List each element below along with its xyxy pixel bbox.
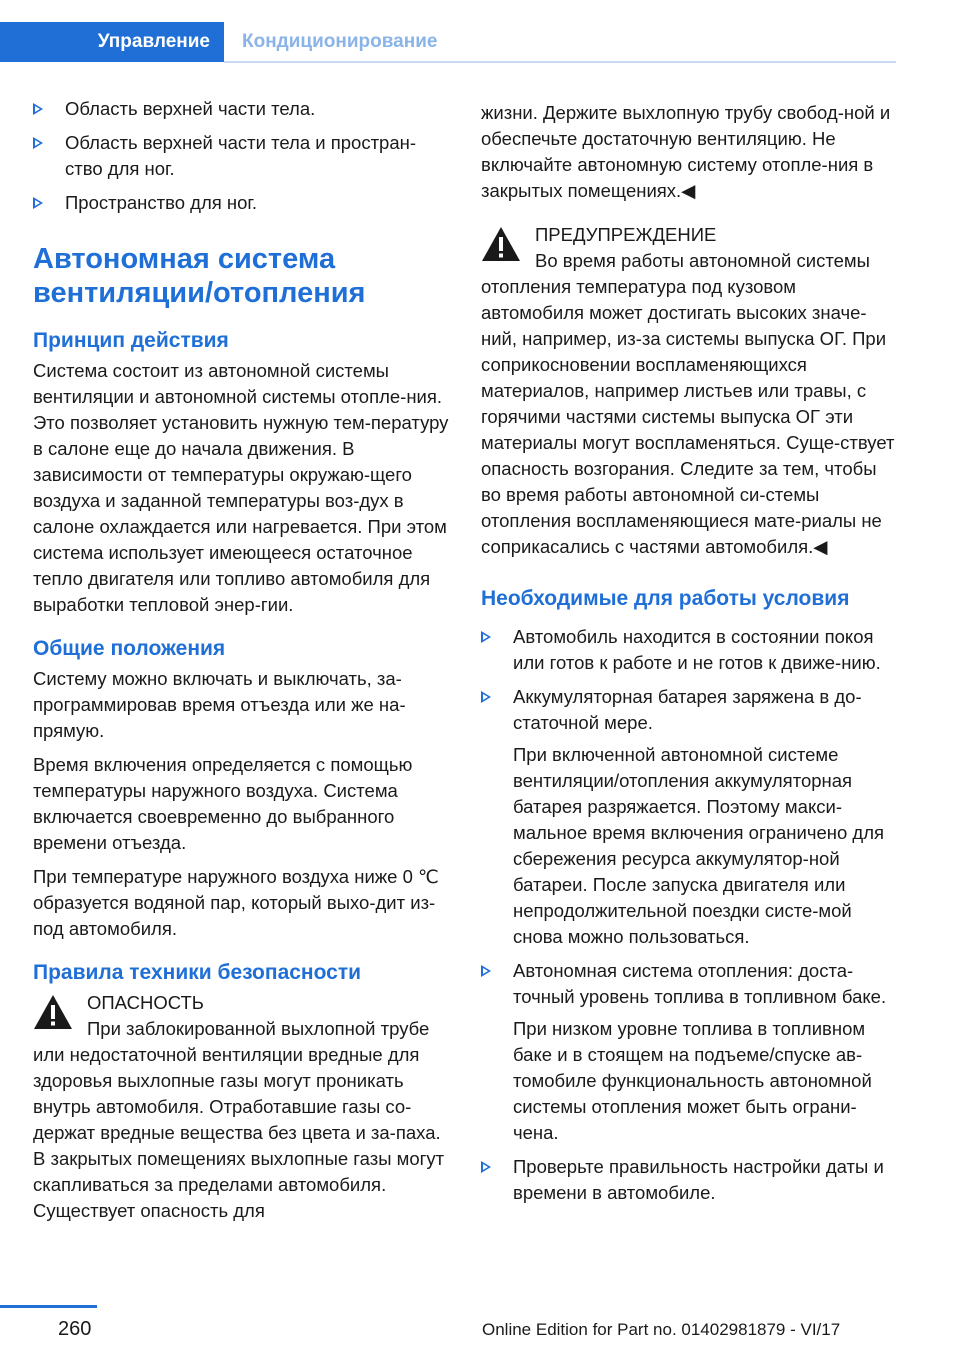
notice-lead: Во время работы автономной системы	[535, 250, 870, 271]
paragraph: При температуре наружного воздуха ниже 0 ℃ образуется водяной пар, который выхо-дит из-под автомобиля.	[33, 866, 439, 939]
section-title: Управление	[97, 31, 210, 52]
paragraph: Систему можно включать и выключать, за-программировав время отъезда или же на-прямую.	[33, 668, 406, 741]
section-heading: Автономная система вентиляции/отопления	[33, 243, 366, 309]
warning-triangle-icon	[481, 226, 521, 262]
notice-body: отопления температура под кузовом автомобиля может достигать высоких значе-ний, например, из-за системы выпуска ОГ. При соприкосновении воспламеняющихся материалов, например листьев или травы, с горячими частями системы выпуска ОГ эти материалы могут воспламеняться. Суще-ствует опасность возгорания. Следите за тем, чтобы во время работы автономной си-стемы отопления воспламеняющиеся мате-риалы не соприкасались с частями автомобиля.◀	[481, 276, 895, 557]
page-header	[0, 22, 896, 62]
warning-notice	[481, 222, 901, 560]
list-item-note: При низком уровне топлива в топливном баке и в стоящем на подъеме/спуске ав-томобиле функциональность автономной системы отопления может быть ограни-чена.	[513, 1018, 872, 1143]
page-number: 260	[58, 1318, 92, 1340]
triangle-bullet-icon	[481, 691, 491, 703]
triangle-bullet-icon	[33, 197, 43, 209]
list-item: Область верхней части тела.	[33, 96, 453, 122]
list-item: Область верхней части тела и простран-ство для ног.	[33, 130, 453, 182]
zone-list	[33, 96, 453, 216]
notice-title: ПРЕДУПРЕЖДЕНИЕ	[535, 224, 717, 245]
subsection-title: Кондиционирование	[242, 31, 438, 52]
notice-title: ОПАСНОСТЬ	[87, 992, 204, 1013]
triangle-bullet-icon	[481, 965, 491, 977]
paragraph: Система состоит из автономной системы вентиляции и автономной системы отопле-ния. Это позволяет установить нужную тем-пературу в салоне еще до начала движения. В зависимости от температуры окружаю-щего воздуха и заданной температуры воз-дух в салоне охлаждается или нагревается. При этом система использует имеющееся остаточное тепло двигателя или топливо автомобиля для выработки тепловой энер-гии.	[33, 360, 449, 615]
right-column	[481, 100, 901, 1214]
paragraph: Время включения определяется с помощью температуры наружного воздуха. Система включается своевременно до выбранного времени отъезда.	[33, 754, 413, 853]
list-item: Проверьте правильность настройки даты и времени в автомобиле.	[481, 1154, 901, 1206]
edition-note: Online Edition for Part no. 01402981879 - VI/17	[482, 1320, 841, 1339]
conditions-list	[481, 624, 901, 1206]
triangle-bullet-icon	[33, 103, 43, 115]
triangle-bullet-icon	[481, 631, 491, 643]
triangle-bullet-icon	[481, 1161, 491, 1173]
list-item: Пространство для ног.	[33, 190, 453, 216]
notice-lead: При заблокированной выхлопной трубе	[87, 1018, 430, 1039]
notice-body: или недостаточной вентиляции вредные для здоровья выхлопные газы могут проникать внутрь автомобиля. Отработавшие газы со-держат вредные вещества без цвета и за-паха. В закрытых помещениях выхлопные газы могут скапливаться за пределами автомобиля. Существует опасность для	[33, 1044, 445, 1221]
subheading-general: Общие положения	[33, 637, 226, 660]
footer-rule	[0, 1305, 97, 1308]
subheading-principle: Принцип действия	[33, 329, 229, 352]
paragraph: жизни. Держите выхлопную трубу свобод-ной и обеспечьте достаточную вентиляцию. Не включайте автономную систему отопле-ния в закрытых помещениях.◀	[481, 102, 891, 201]
triangle-bullet-icon	[33, 137, 43, 149]
section-tab	[0, 22, 224, 62]
list-item: Аккумуляторная батарея заряжена в до-статочной мере. При включенной автономной системе вентиляции/отопления аккумуляторная батарея разряжается. Поэтому макси-мальное время включения ограничено для сбережения ресурса аккумулятор-ной батареи. После запуска двигателя или непродолжительной поездки систе-мой снова можно пользоваться.	[481, 684, 901, 950]
danger-notice	[33, 990, 453, 1224]
list-item: Автомобиль находится в состоянии покоя или готов к работе и не готов к движе-нию.	[481, 624, 901, 676]
subheading-conditions: Необходимые для работы условия	[481, 587, 850, 610]
warning-triangle-icon	[33, 994, 73, 1030]
list-item: Автономная система отопления: доста-точный уровень топлива в топливном баке. При низком уровне топлива в топливном баке и в стоящем на подъеме/спуске ав-томобиле функциональность автономной системы отопления может быть ограни-чена.	[481, 958, 901, 1146]
list-item-note: При включенной автономной системе вентиляции/отопления аккумуляторная батарея разряжается. Поэтому макси-мальное время включения ограничено для сбережения ресурса аккумулятор-ной батареи. После запуска двигателя или непродолжительной поездки систе-мой снова можно пользоваться.	[513, 744, 885, 947]
header-rule	[224, 61, 896, 63]
left-column	[33, 96, 453, 1230]
subheading-safety: Правила техники безопасности	[33, 961, 362, 984]
